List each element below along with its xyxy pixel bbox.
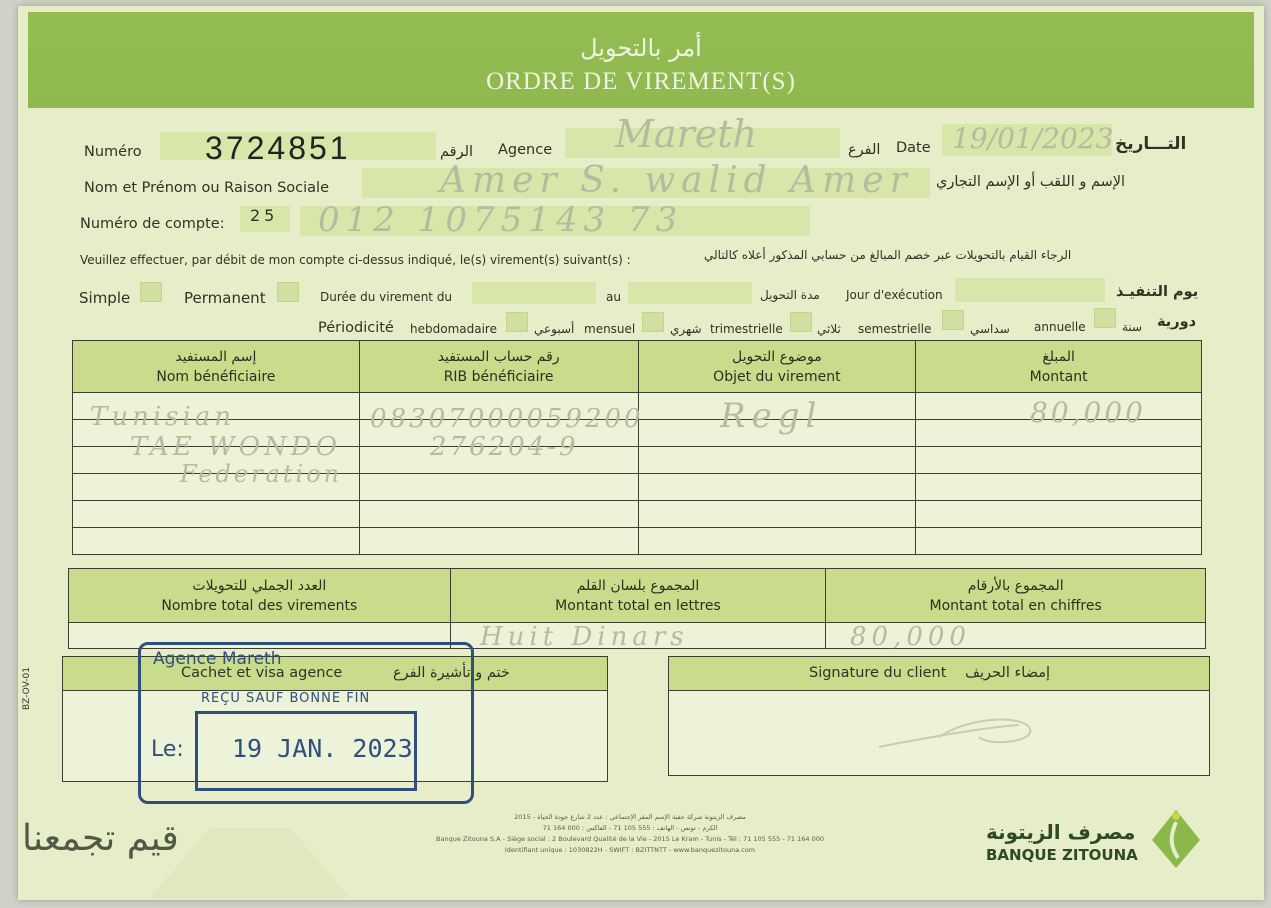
dawriya-label-ar: دورية [1157,314,1197,330]
table-row [73,528,1202,555]
date-label: Date [896,140,931,156]
instructions-ar: الرجاء القيام بالتحويلات عبر خصم المبالغ من حسابي المذكور أعلاه كالتالي [704,248,1072,262]
footer-line3: Banque Zitouna S.A - Siège social : 2 Boulevard Qualité de la Vie - 2015 Le Kram - Tunis - Tél : 71 105 555 - 71 164 000 [436,835,824,843]
stamp-le: Le: [151,737,184,762]
nom-label-ar: الإسم و اللقب أو الإسم التجاري [936,174,1126,190]
footer-line4: Identifiant unique : 1030822H - SWIFT : BZITTNTT - www.banquezitouna.com [504,846,756,854]
numero-label: Numéro [84,144,142,160]
hand-total-lettres: Huit Dinars [480,622,689,652]
col-header-nom: إسم المستفيد Nom bénéficiaire [73,341,360,393]
signature-label-ar: إمضاء الحريف [965,665,1051,681]
footer-line1: مصرف الزيتونة شركة خفية الإسم المقر الإجتماعي : عدد 2 شارع جودة الحياة - 2015 [514,813,746,821]
col-header-objet: موضوع التحويل Objet du virement [638,341,916,393]
duree-label: Durée du virement du [320,290,453,304]
trim-label: trimestrielle [710,322,783,336]
form-header [28,12,1254,108]
nom-handwritten: Amer S. walid Amer [440,160,913,201]
signature-label-fr: Signature du client [809,665,947,681]
brand-fr: BANQUE ZITOUNA [986,846,1138,864]
nom-label: Nom et Prénom ou Raison Sociale [84,180,329,196]
simple-checkbox[interactable] [140,282,162,302]
agence-label: Agence [498,142,553,158]
mensuel-label-ar: شهري [670,322,702,336]
cachet-label-ar: ختم و تأشيرة الفرع [393,665,510,681]
stamp-date-frame [195,711,417,791]
client-signature-scribble [869,707,1069,767]
numero-value: 3724851 [205,130,351,166]
footer-legal [400,812,860,856]
side-code: BZ-OV-01 [22,667,32,710]
hand-rib-line1: 08307000059200 [370,404,644,434]
hebdo-label-ar: أسبوعي [534,322,575,336]
chevron-decoration-icon [150,818,350,898]
hand-name-line1: Tunisian [90,402,236,432]
yawm-label-ar: يوم التنفيـذ [1116,284,1199,300]
title-french: ORDRE DE VIREMENT(S) [486,68,796,95]
jour-exec-field[interactable] [955,278,1105,302]
modda-label-ar: مدة التحويل [760,288,820,302]
total-header-lettres: المجموع بلسان القلم Montant total en lettres [450,569,826,623]
mensuel-label: mensuel [584,322,636,336]
hand-rib-line2: 276204-9 [430,432,579,462]
signature-box[interactable] [668,656,1210,776]
date-handwritten: 19/01/2023 [952,122,1114,155]
stamp-date: 19 JAN. 2023 [232,734,413,763]
tarikh-label-ar: التـــاريخ [1115,134,1187,154]
far3-label-ar: الفرع [848,142,881,158]
jour-exec-label: Jour d'exécution [846,288,943,302]
footer-line2: الكرم - تونس - الهاتف : 555 105 71 - الفاكس : 000 164 71 [542,824,718,832]
mensuel-checkbox[interactable] [642,312,664,332]
simple-label: Simple [79,289,131,307]
title-arabic: أمر بالتحويل [580,34,702,62]
hand-montant: 80,000 [1030,396,1146,429]
slogan-ar: قيم تجمعنا [22,818,179,859]
permanent-checkbox[interactable] [277,282,299,302]
instructions-fr: Veuillez effectuer, par débit de mon compte ci-dessus indiqué, le(s) virement(s) suivant(s) : [80,253,631,267]
permanent-label: Permanent [184,289,266,307]
sem-checkbox[interactable] [942,310,964,330]
agency-stamp [138,642,474,804]
hand-objet: Regl [720,396,823,436]
annuelle-label: annuelle [1034,320,1086,334]
periodicite-label: Périodicité [318,320,394,336]
compte-handwritten: 012 1075143 73 [318,200,684,240]
hand-name-line2: TAE WONDO [130,432,341,462]
hand-total-chiffres: 80,000 [850,622,971,652]
trim-label-ar: ثلاثي [817,322,841,336]
raqm-label-ar: الرقم [440,144,474,160]
compte-label: Numéro de compte: [80,216,225,232]
trim-checkbox[interactable] [790,312,812,332]
agence-handwritten: Mareth [615,112,757,156]
col-header-montant: المبلغ Montant [916,341,1202,393]
total-header-nombre: العدد الجملي للتحويلات Nombre total des virements [69,569,451,623]
au-label: au [606,290,621,304]
cachet-label-fr: Cachet et visa agence [181,665,343,681]
total-header-chiffres: المجموع بالأرقام Montant total en chiffres [826,569,1206,623]
stamp-recu: REÇU SAUF BONNE FIN [201,691,371,706]
annuelle-checkbox[interactable] [1094,308,1116,328]
stamp-agence: Agence Mareth [153,649,282,669]
table-row [73,501,1202,528]
col-header-rib: رقم حساب المستفيد RIB bénéficiaire [359,341,638,393]
zitouna-logo-icon [1148,806,1204,872]
annuelle-label-ar: سنة [1122,320,1143,334]
duree-from-field[interactable] [472,282,596,304]
sem-label: semestrielle [858,322,932,336]
hebdo-label: hebdomadaire [410,322,497,336]
brand-ar: مصرف الزيتونة [986,820,1136,844]
compte-prefix: 25 [250,206,279,225]
hebdo-checkbox[interactable] [506,312,528,332]
hand-name-line3: Federation [180,460,343,488]
sem-label-ar: سداسي [970,322,1010,336]
duree-to-field[interactable] [628,282,752,304]
